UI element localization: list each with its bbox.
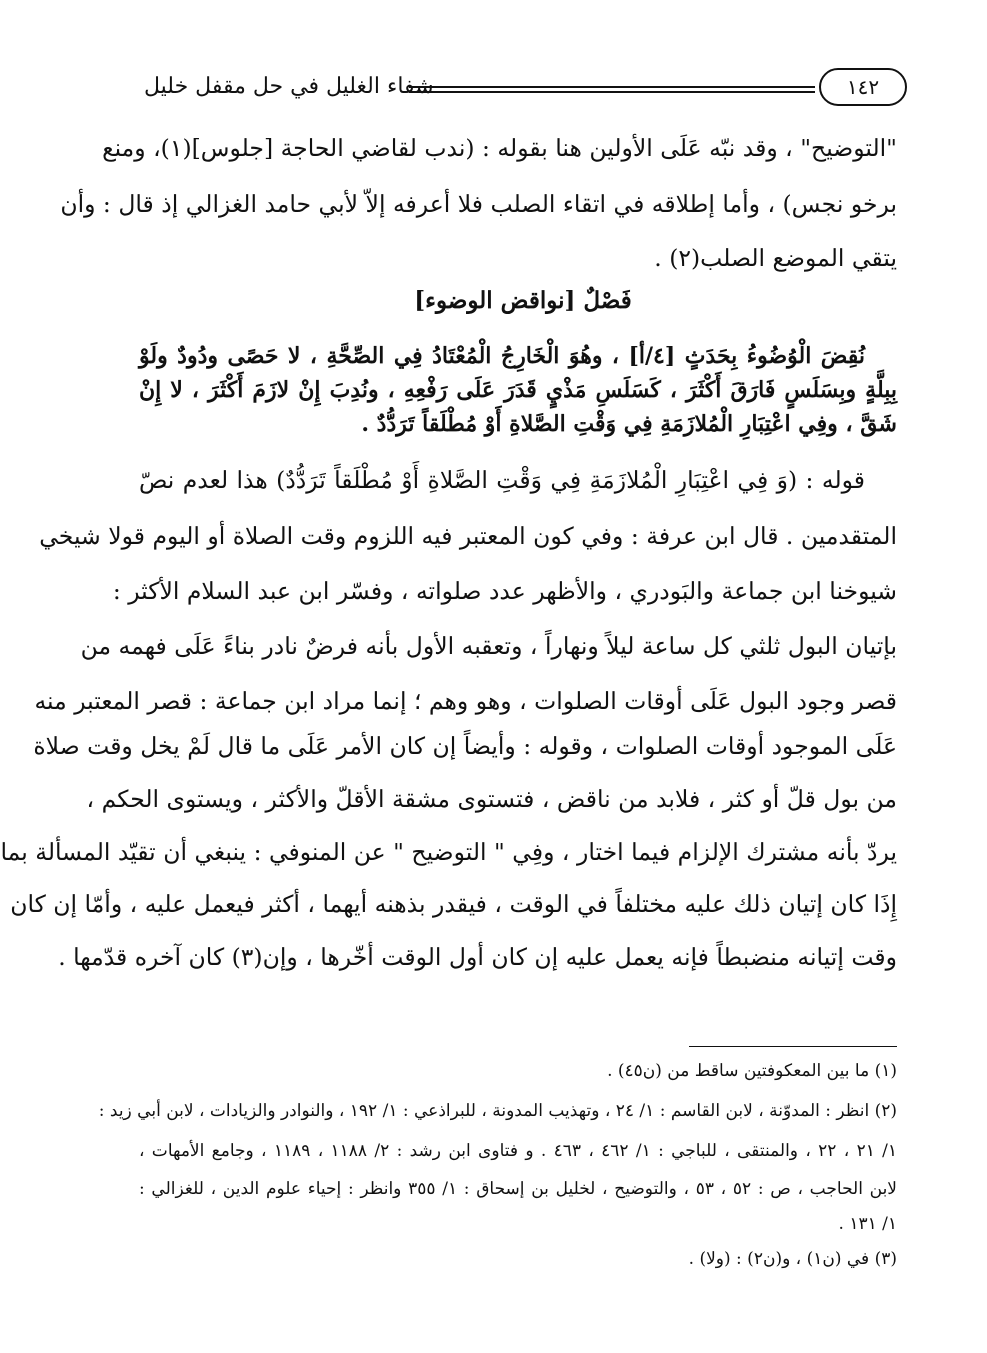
footnote-line: (٢) انظر : المدوّنة ، لابن القاسم : ١/ ٢٤ ، وتهذيب المدونة ، للبراذعي : ١/ ١٩٢ ، والنوادر والزيادات ، لابن أبي زيد : xyxy=(98,1101,897,1121)
text-line: إِذَا كان إتيان ذلك عليه مختلفاً في الوقت ، فيقدر بذهنه أيهما ، أكثر فيعمل عليه ، وأمّا إن كان xyxy=(10,890,897,918)
matn-line: نُقِضَ الْوُضُوءُ بِحَدَثٍ [٤/أ] ، وهُوَ الْخَارِجُ الْمُعْتَادُ فِي الصِّحَّةِ ، لا حَصًى ودُودٌ ولَوْ xyxy=(139,343,865,369)
text-line: بإتيان البول ثلثي كل ساعة ليلاً ونهاراً ، وتعقبه الأول بأنه فرضٌ نادر بناءً عَلَى فهمه من xyxy=(80,632,897,660)
text-line: وقت إتيانه منضبطاً فإنه يعمل عليه إن كان أول الوقت أخّرها ، وإن(٣) كان آخره قدّمها . xyxy=(58,943,897,971)
text-line: برخو نجس) ، وأما إطلاقه في اتقاء الصلب فلا أعرفه إلاّ لأبي حامد الغزالي إذ قال : وأن xyxy=(60,190,897,218)
text-line: يردّ بأنه مشترك الإلزام فيما اختار ، وفِي " التوضيح " عن المنوفي : ينبغي أن تقيّد المسألة بما xyxy=(0,838,897,866)
book-title: شفاء الغليل في حل مقفل خليل xyxy=(144,74,434,99)
footnote-line: ١/ ٢١ ، ٢٢ ، والمنتقى ، للباجي : ١/ ٤٦٢ ، ٤٦٣ . و فتاوى ابن رشد : ٢/ ١١٨٨ ، ١١٨٩ ، وجامع الأمهات ، xyxy=(139,1141,898,1161)
page-number: ١٤٢ xyxy=(819,68,907,106)
footnote-line: لابن الحاجب ، ص : ٥٢ ، ٥٣ ، والتوضيح ، لخليل بن إسحاق : ١/ ٣٥٥ وانظر : إحياء علوم الدين ، للغزالي : xyxy=(139,1179,898,1199)
footnote-line: (١) ما بين المعكوفتين ساقط من (ن٤٥) . xyxy=(607,1061,897,1081)
text-line: عَلَى الموجود أوقات الصلوات ، وقوله : وأيضاً إن كان الأمر عَلَى ما قال لَمْ يخل وقت صلاة xyxy=(33,732,897,760)
footnote-separator xyxy=(689,1046,897,1047)
footnote-line: (٣) في (ن١) ، و(ن٢) : (ولا) . xyxy=(688,1249,897,1269)
footnote-line: ١/ ١٣١ . xyxy=(838,1214,897,1234)
running-header xyxy=(144,64,907,120)
text-line: يتقي الموضع الصلب(٢) . xyxy=(654,244,897,272)
header-rule xyxy=(409,86,815,88)
text-line: شيوخنا ابن جماعة والبَودري ، والأظهر عدد صلواته ، وفسّر ابن عبد السلام الأكثر : xyxy=(112,577,897,605)
header-rule xyxy=(409,91,815,93)
text-line: قصر وجود البول عَلَى أوقات الصلوات ، وهو وهم ؛ إنما مراد ابن جماعة : قصر المعتبر منه xyxy=(34,687,897,715)
text-line: "التوضيح" ، وقد نبّه عَلَى الأولين هنا بقوله : (ندب لقاضي الحاجة [جلوس](١)، ومنع xyxy=(102,134,897,162)
text-line: قوله : (وَ فِي اعْتِبَارِ الْمُلازَمَةِ فِي وَقْتِ الصَّلاةِ أَوْ مُطْلَقاً تَرَدُّدٌ) هذا لعدم نصّ xyxy=(139,466,865,494)
text-line: من بول قلّ أو كثر ، فلابد من ناقض ، فتستوى مشقة الأقلّ والأكثر ، ويستوى الحكم ، xyxy=(86,785,897,813)
matn-line: بِبِلَّةٍ وبِسَلَسٍ فَارَقَ أَكْثَرَ ، كَسَلَسِ مَذْيٍ قَدَرَ عَلَى رَفْعِهِ ، ونُدِبَ إِنْ لازَمَ أَكْثَرَ ، لا إِنْ xyxy=(139,377,897,403)
section-heading: فَصْلٌ [نواقض الوضوء] xyxy=(414,287,632,314)
text-line: المتقدمين . قال ابن عرفة : وفي كون المعتبر فيه اللزوم وقت الصلاة أو اليوم قولا شيخي xyxy=(39,522,897,550)
matn-line: شَقَّ ، وفِي اعْتِبَارِ الْمُلازَمَةِ فِي وَقْتِ الصَّلاةِ أَوْ مُطْلَقاً تَرَدُّدٌ . xyxy=(361,411,897,437)
